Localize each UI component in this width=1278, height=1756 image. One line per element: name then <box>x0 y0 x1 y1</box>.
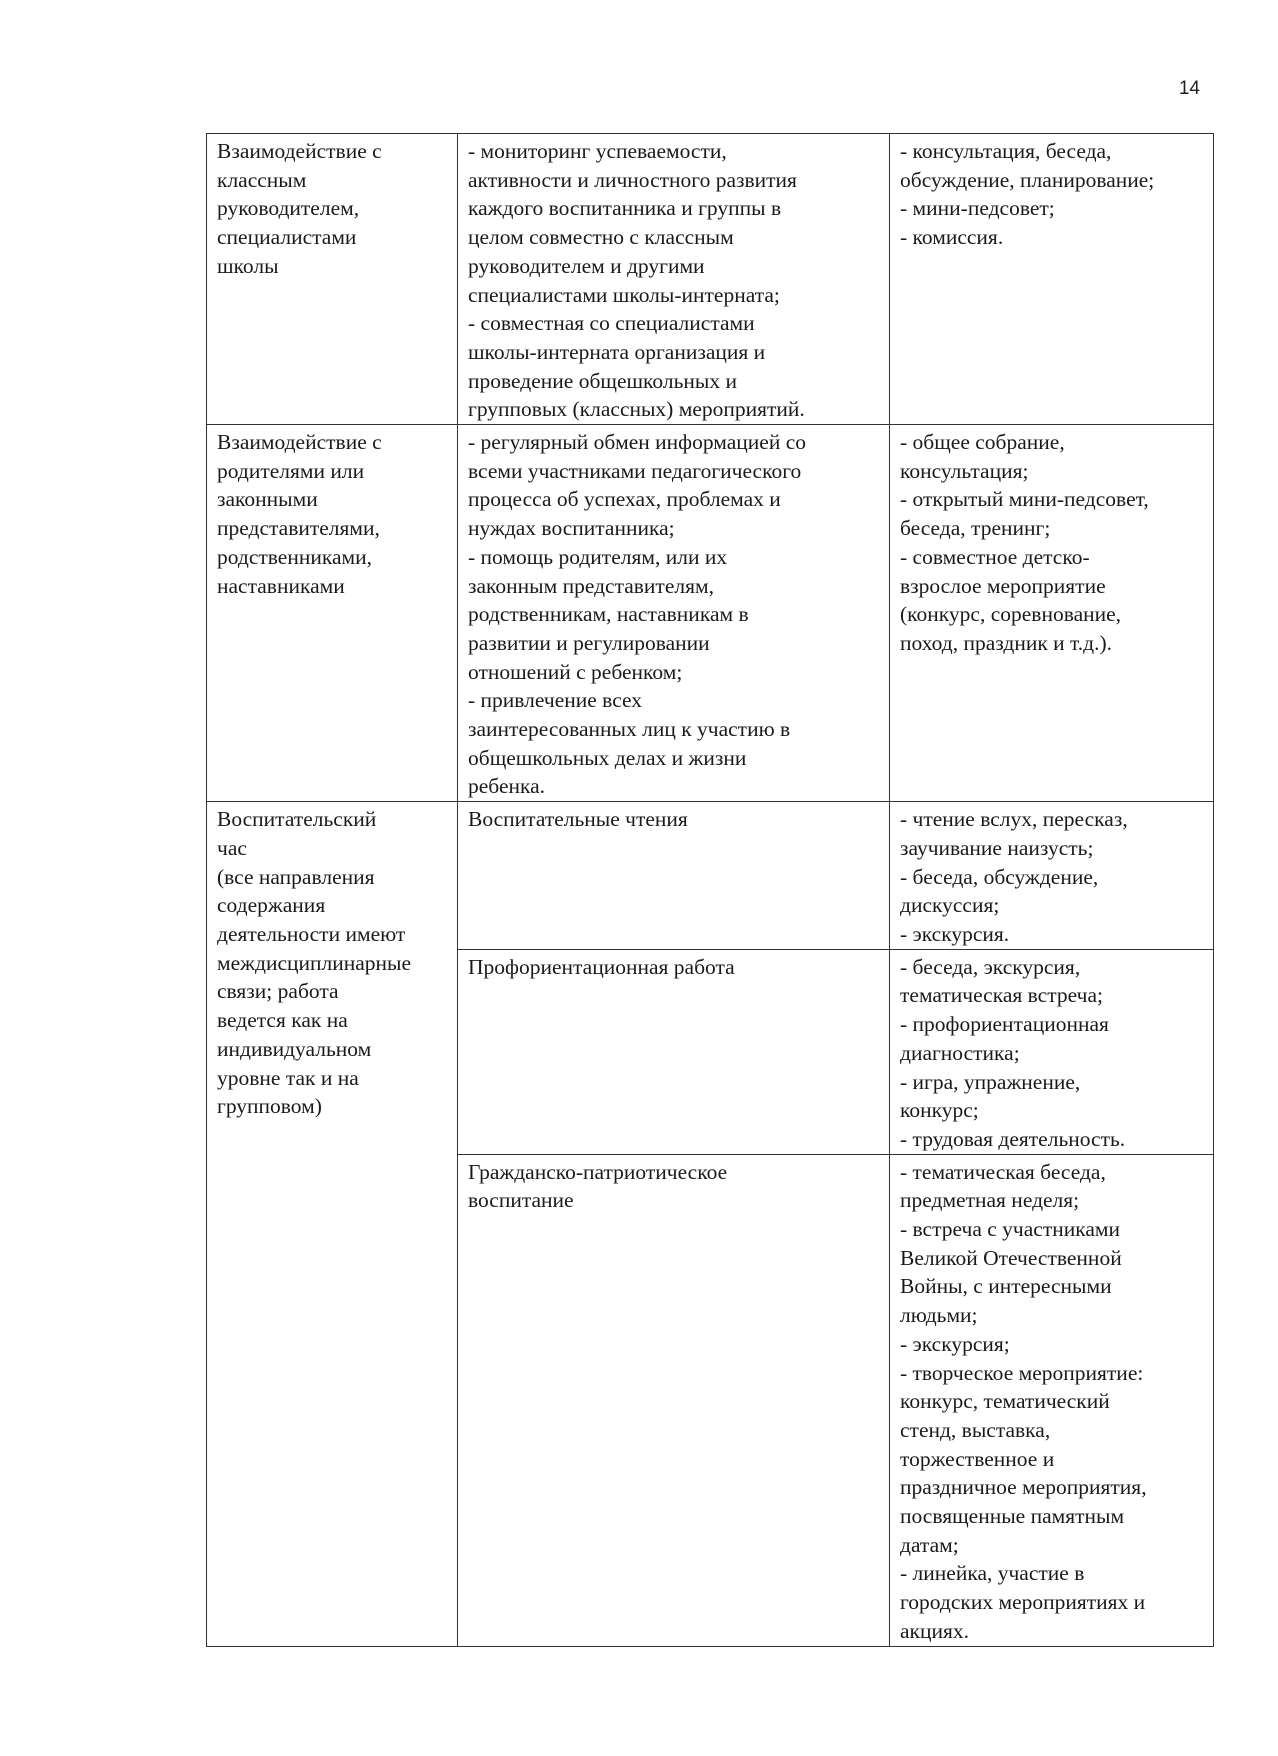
cell-text-line: - открытый мини-педсовет, <box>900 487 1149 512</box>
activity-table <box>206 133 1214 1647</box>
cell-activity-type <box>207 802 458 1646</box>
cell-text-line: посвященные памятным <box>900 1504 1125 1529</box>
cell-activity-type <box>207 425 458 802</box>
cell-text-line: законным представителям, <box>468 573 714 598</box>
cell-text-line: - комиссия. <box>900 225 1004 250</box>
cell-text-line: (все направления <box>217 864 375 889</box>
cell-text-line: наставниками <box>217 573 345 598</box>
cell-text-line: консультация; <box>900 458 1029 483</box>
cell-text-line: - привлечение всех <box>468 688 643 713</box>
page-number: 14 <box>1178 78 1200 99</box>
cell-text-line: взрослое мероприятие <box>900 573 1106 598</box>
cell-text-line: ведется как на <box>217 1008 348 1033</box>
cell-text-line: дискуссия; <box>900 893 1000 918</box>
cell-forms <box>890 802 1214 950</box>
cell-text-line: специалистами <box>217 225 357 250</box>
cell-text-line: - экскурсия. <box>900 921 1010 946</box>
cell-text-line: поход, праздник и т.д.). <box>900 630 1113 655</box>
cell-text-line: Взаимодействие с <box>217 430 382 455</box>
cell-text-line: нуждах воспитанника; <box>468 516 675 541</box>
cell-text-line: активности и личностного развития <box>468 167 797 192</box>
cell-text-line: целом совместно с классным <box>468 225 734 250</box>
cell-text-line: - встреча с участниками <box>900 1217 1120 1242</box>
cell-text-line: акциях. <box>900 1618 970 1643</box>
cell-activity-type <box>207 134 458 425</box>
cell-text-line: деятельности имеют <box>217 921 406 946</box>
cell-text-line: руководителем и другими <box>468 253 705 278</box>
cell-text-line: родителями или <box>217 458 365 483</box>
cell-text-line: связи; работа <box>217 979 339 1004</box>
cell-text-line: - мини-педсовет; <box>900 196 1055 221</box>
cell-text-line: Взаимодействие с <box>217 139 382 163</box>
cell-text-line: - творческое мероприятие: <box>900 1360 1144 1385</box>
cell-text-line: специалистами школы-интерната; <box>468 282 780 307</box>
cell-text-line: - беседа, обсуждение, <box>900 864 1099 889</box>
cell-text-line: Воспитательные чтения <box>468 807 688 832</box>
cell-text-line: - игра, упражнение, <box>900 1069 1081 1094</box>
cell-text-line: - линейка, участие в <box>900 1561 1085 1586</box>
cell-text-line: Воспитательский <box>217 807 377 832</box>
cell-text-line: междисциплинарные <box>217 950 412 975</box>
cell-text-line: руководителем, <box>217 196 360 221</box>
cell-text-line: - совместное детско- <box>900 544 1090 569</box>
cell-text-line: людьми; <box>900 1303 978 1328</box>
cell-content <box>458 134 890 425</box>
cell-text-line: каждого воспитанника и группы в <box>468 196 782 221</box>
cell-text-line: содержания <box>217 893 326 918</box>
cell-text-line: датам; <box>900 1532 959 1557</box>
cell-text-line: обсуждение, планирование; <box>900 167 1155 192</box>
cell-text-line: воспитание <box>468 1188 574 1213</box>
table-row <box>207 802 1214 950</box>
cell-text-line: законными <box>217 487 318 512</box>
cell-content <box>458 1154 890 1646</box>
cell-text-line: классным <box>217 167 307 192</box>
cell-text-line: школы <box>217 253 279 278</box>
cell-text-line: индивидуальном <box>217 1036 372 1061</box>
cell-text-line: - экскурсия; <box>900 1331 1010 1356</box>
cell-text-line: - мониторинг успеваемости, <box>468 139 727 163</box>
cell-text-line: - тематическая беседа, <box>900 1159 1106 1184</box>
cell-text-line: родственникам, наставникам в <box>468 602 749 627</box>
cell-text-line: - трудовая деятельность. <box>900 1126 1126 1151</box>
cell-text-line: школы-интерната организация и <box>468 339 766 364</box>
cell-content <box>458 425 890 802</box>
cell-text-line: городских мероприятиях и <box>900 1590 1146 1615</box>
cell-text-line: - беседа, экскурсия, <box>900 954 1081 979</box>
cell-text-line: всеми участниками педагогического <box>468 458 802 483</box>
cell-text-line: родственниками, <box>217 544 372 569</box>
cell-text-line: - консультация, беседа, <box>900 139 1112 163</box>
cell-text-line: (конкурс, соревнование, <box>900 602 1122 627</box>
cell-text-line: - чтение вслух, пересказ, <box>900 807 1128 832</box>
cell-text-line: конкурс, тематический <box>900 1389 1110 1414</box>
cell-text-line: стенд, выставка, <box>900 1417 1051 1442</box>
cell-forms <box>890 425 1214 802</box>
cell-text-line: Войны, с интересными <box>900 1274 1112 1299</box>
cell-forms <box>890 1154 1214 1646</box>
cell-text-line: групповом) <box>217 1094 322 1119</box>
cell-text-line: процесса об успехах, проблемах и <box>468 487 781 512</box>
cell-text-line: групповых (классных) мероприятий. <box>468 397 805 422</box>
cell-content <box>458 802 890 950</box>
cell-content <box>458 949 890 1154</box>
cell-text-line: заинтересованных лиц к участию в <box>468 717 791 742</box>
cell-text-line: Гражданско-патриотическое <box>468 1159 728 1184</box>
cell-forms <box>890 949 1214 1154</box>
cell-text-line: - регулярный обмен информацией со <box>468 430 807 455</box>
cell-text-line: - совместная со специалистами <box>468 311 755 336</box>
cell-text-line: Великой Отечественной <box>900 1245 1122 1270</box>
cell-text-line: уровне так и на <box>217 1065 359 1090</box>
cell-text-line: - помощь родителям, или их <box>468 544 728 569</box>
cell-text-line: ребенка. <box>468 774 546 799</box>
cell-text-line: беседа, тренинг; <box>900 516 1051 541</box>
cell-text-line: час <box>217 835 247 860</box>
table-row <box>207 425 1214 802</box>
cell-text-line: праздничное мероприятия, <box>900 1475 1147 1500</box>
table-row <box>207 134 1214 425</box>
cell-text-line: - профориентационная <box>900 1012 1109 1037</box>
cell-text-line: диагностика; <box>900 1040 1020 1065</box>
cell-text-line: торжественное и <box>900 1446 1055 1471</box>
cell-text-line: - общее собрание, <box>900 430 1065 455</box>
cell-text-line: тематическая встреча; <box>900 983 1103 1008</box>
cell-text-line: Профориентационная работа <box>468 954 735 979</box>
cell-text-line: конкурс; <box>900 1098 979 1123</box>
cell-text-line: отношений с ребенком; <box>468 659 683 684</box>
cell-text-line: заучивание наизусть; <box>900 835 1094 860</box>
cell-text-line: общешкольных делах и жизни <box>468 745 747 770</box>
cell-text-line: проведение общешкольных и <box>468 368 737 393</box>
cell-text-line: развитии и регулировании <box>468 630 710 655</box>
cell-forms <box>890 134 1214 425</box>
cell-text-line: представителями, <box>217 516 380 541</box>
cell-text-line: предметная неделя; <box>900 1188 1080 1213</box>
